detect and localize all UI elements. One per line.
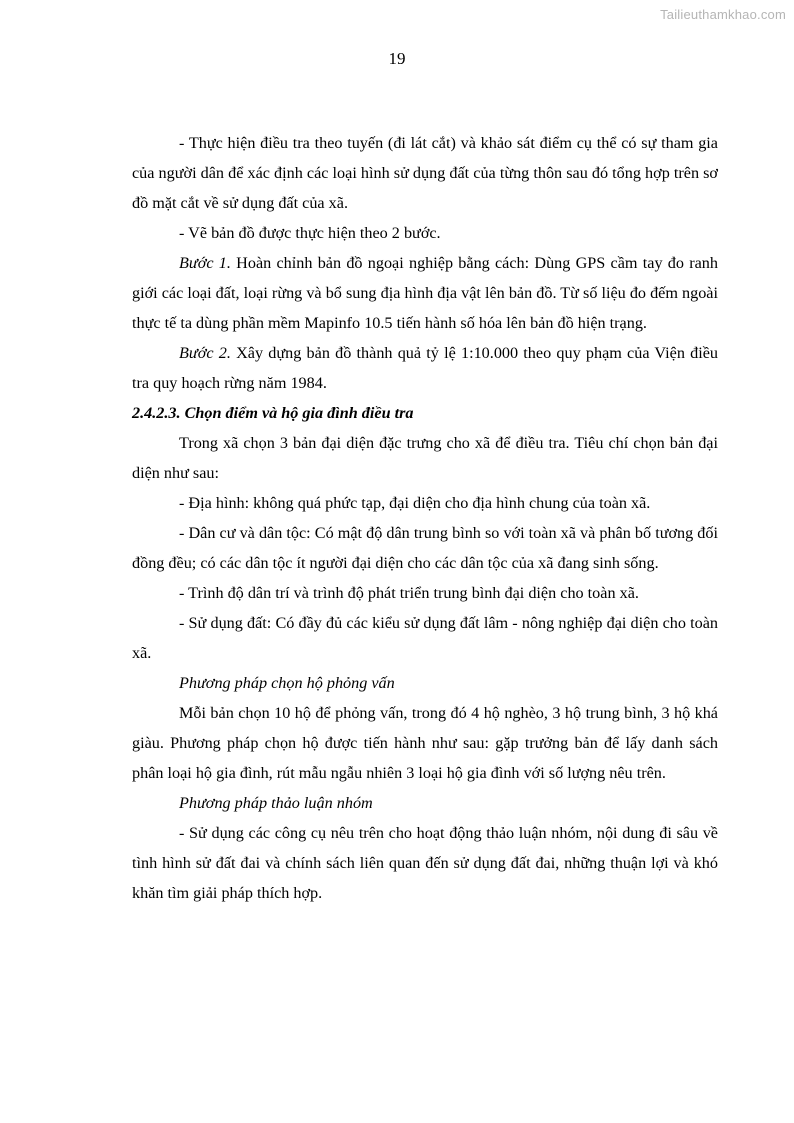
section-heading: 2.4.2.3. Chọn điểm và hộ gia đình điều tra [132, 404, 414, 422]
watermark: Tailieuthamkhao.com [660, 7, 786, 22]
paragraph-criteria-education: - Trình độ dân trí và trình độ phát triển trung bình đại diện cho toàn xã. [179, 584, 639, 602]
paragraph-criteria-population: - Dân cư và dân tộc: Có mật độ dân trung bình so với toàn xã và phân bố tương đối đồng đều; có các dân tộc ít người đại diện cho các dân tộc của xã đang sinh sống. [132, 524, 718, 572]
paragraph-map-steps: - Vẽ bản đồ được thực hiện theo 2 bước. [179, 224, 441, 242]
document-body [132, 128, 718, 908]
subheading-group-discussion: Phương pháp thảo luận nhóm [179, 794, 373, 812]
paragraph-survey-transect: - Thực hiện điều tra theo tuyến (đi lát cắt) và khảo sát điểm cụ thể có sự tham gia của người dân để xác định các loại hình sử dụng đất của từng thôn sau đó tổng hợp trên sơ đồ mặt cắt về sử dụng đất của xã. [132, 134, 718, 212]
step-1-label: Bước 1. [179, 254, 231, 272]
step-2-text: Xây dựng bản đồ thành quả tỷ lệ 1:10.000 theo quy phạm của Viện điều tra quy hoạch rừng năm 1984. [132, 344, 719, 392]
step-2-label: Bước 2. [179, 344, 231, 362]
subheading-household-interview: Phương pháp chọn hộ phỏng vấn [179, 674, 395, 692]
step-1-text: Hoàn chỉnh bản đồ ngoại nghiệp bằng cách: Dùng GPS cầm tay đo ranh giới các loại đất, loại rừng và bổ sung địa hình địa vật lên bản đồ. Từ số liệu đo đếm ngoài thực tế ta dùng phần mềm Mapinfo 10.5 tiến hành số hóa lên bản đồ hiện trạng. [132, 254, 718, 332]
paragraph-criteria-land-use: - Sử dụng đất: Có đầy đủ các kiểu sử dụng đất lâm - nông nghiệp đại diện cho toàn xã. [132, 614, 718, 662]
page-number: 19 [388, 49, 406, 68]
paragraph-household-selection: Mỗi bản chọn 10 hộ để phỏng vấn, trong đó 4 hộ nghèo, 3 hộ trung bình, 3 hộ khá giàu. Phương pháp chọn hộ được tiến hành như sau: gặp trưởng bản để lấy danh sách phân loại hộ gia đình, rút mẫu ngẫu nhiên 3 loại hộ gia đình với số lượng nêu trên. [132, 704, 718, 782]
paragraph-step-1 [132, 248, 718, 338]
paragraph-group-discussion: - Sử dụng các công cụ nêu trên cho hoạt động thảo luận nhóm, nội dung đi sâu về tình hình sử đất đai và chính sách liên quan đến sử dụng đất đai, những thuận lợi và khó khăn tìm giải pháp thích hợp. [132, 824, 718, 902]
paragraph-village-selection: Trong xã chọn 3 bản đại diện đặc trưng cho xã để điều tra. Tiêu chí chọn bản đại diện như sau: [132, 434, 718, 482]
paragraph-criteria-terrain: - Địa hình: không quá phức tạp, đại diện cho địa hình chung của toàn xã. [179, 494, 651, 512]
paragraph-step-2 [132, 338, 718, 398]
